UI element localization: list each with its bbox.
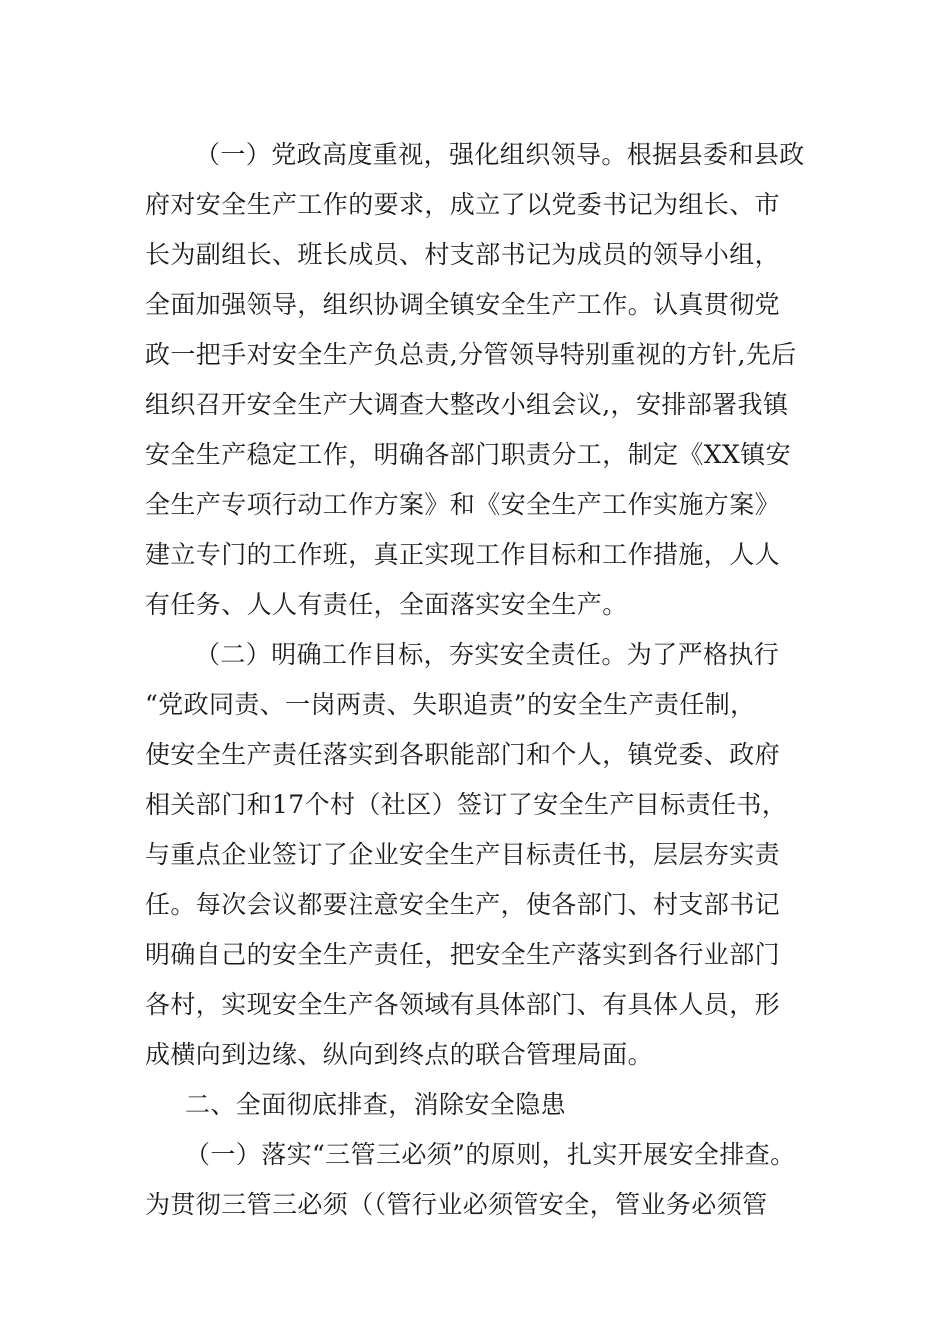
paragraph-1-line-3: 长为副组长、班长成员、村支部书记为成员的领导小组， — [145, 240, 781, 269]
paragraph-1-line-8: 全生产专项行动工作方案》和《安全生产工作实施方案》 — [145, 490, 781, 519]
paragraph-1-line-5: 政一把手对安全生产负总责,分管领导特别重视的方针,先后 — [145, 340, 797, 369]
paragraph-1-line-1: （一）党政高度重视，强化组织领导。根据县委和县政 — [195, 140, 805, 169]
paragraph-2-line-7: 明确自己的安全生产责任，把安全生产落实到各行业部门 — [145, 940, 781, 969]
paragraph-3-line-2: 为贯彻三管三必须（（管行业必须管安全，管业务必须管 — [145, 1190, 768, 1219]
paragraph-1-line-6: 组织召开安全生产大调查大整改小组会议,，安排部署我镇 — [145, 390, 789, 419]
paragraph-2-line-9: 成横向到边缘、纵向到终点的联合管理局面。 — [145, 1040, 654, 1069]
paragraph-1-line-2: 府对安全生产工作的要求，成立了以党委书记为组长、市 — [145, 190, 781, 219]
paragraph-2-line-4: 相关部门和17个村（社区）签订了安全生产目标责任书， — [145, 790, 788, 819]
paragraph-2-line-2: “党政同责、一岗两责、失职追责”的安全生产责任制， — [145, 690, 756, 719]
paragraph-2-line-5: 与重点企业签订了企业安全生产目标责任书，层层夯实责 — [145, 840, 781, 869]
paragraph-2-line-8: 各村，实现安全生产各领域有具体部门、有具体人员，形 — [145, 990, 781, 1019]
paragraph-2-line-3: 使安全生产责任落实到各职能部门和个人，镇党委、政府 — [145, 740, 781, 769]
paragraph-3-line-1: （一）落实“三管三必须”的原则，扎实开展安全排查。 — [185, 1140, 796, 1169]
paragraph-1-line-7: 安全生产稳定工作，明确各部门职责分工，制定《XX镇安 — [145, 440, 791, 469]
document-body — [145, 130, 835, 1230]
paragraph-1-line-9: 建立专门的工作班，真正实现工作目标和工作措施，人人 — [145, 540, 781, 569]
paragraph-1-line-10: 有任务、人人有责任，全面落实安全生产。 — [145, 590, 628, 619]
paragraph-2-line-6: 任。每次会议都要注意安全生产，使各部门、村支部书记 — [145, 890, 781, 919]
paragraph-1-line-4: 全面加强领导，组织协调全镇安全生产工作。认真贯彻党 — [145, 290, 781, 319]
paragraph-2-line-1: （二）明确工作目标，夯实安全责任。为了严格执行 — [195, 640, 780, 669]
section-heading: 二、全面彻底排查，消除安全隐患 — [185, 1090, 567, 1119]
